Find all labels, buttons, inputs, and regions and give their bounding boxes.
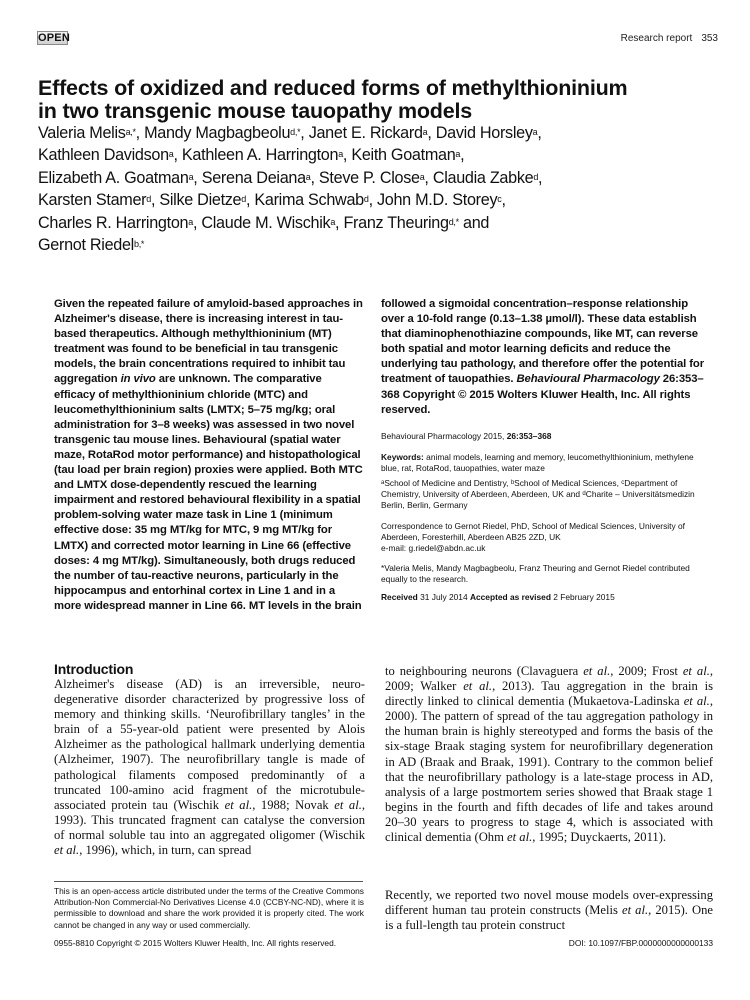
citation-etal: et al. <box>682 664 710 678</box>
body-text-run: , 2000). The pattern of spread of the tau aggregation pathology in the human brain is highly stereotyped and forms the basis of the six-stage Braak staging system for neurofibrillary degeneration in AD (Braak and Braak, 1991). Contrary to the common belief that the neurofibrillary pathology is a late-stage process in AD, analysis of a large postmortem series showed that Braak stage 1 begins in the fourth and fifth decades of life and takes around 20–30 years to progress to stage 4, which is associated with clinical dementia (Ohm <box>385 694 713 845</box>
body-text-run: Recently, we reported two novel mouse models over-expressing different human tau protein constructs (Melis <box>385 888 713 918</box>
author-name: Keith Goatman <box>351 146 456 165</box>
running-head <box>621 33 718 44</box>
received-label: Received <box>381 592 418 602</box>
introduction-left-column <box>54 677 365 858</box>
body-text-run: Alzheimer's disease (AD) is an irreversible, neuro-degenerative disorder characterized by progressive loss of memory and thinking skills. ‘Neurofibrillary tangles’ in the brain of a 55-year-old patient were presented by Alois Alzheimer as the pathological hallmark underlying dementia (Alzheimer, 1907). The neurofibrillary tangle is made of pathological filaments composed predominantly of a truncated 100-amino acid fragment of the microtubule-associated protein tau (Wischik <box>54 677 365 812</box>
open-access-badge: OPEN <box>38 32 70 44</box>
abstract-text: followed a sigmoidal concentration–response relationship over a 10-fold range (0.13–1.38 µmol/l). These data establish that diaminophenothiazine compounds, like MT, can reverse both spatial and motor learning deficits and reduce the underlying tau pathology, and therefore offer the potential for treatment of tauopathies. <box>381 298 704 386</box>
doi[interactable]: DOI: 10.1097/FBP.0000000000000133 <box>568 938 713 948</box>
abstract-text: Given the repeated failure of amyloid-based approaches in Alzheimer's disease, there is increasing interest in tau-based therapeutics. Although methylthioninium (MT) treatment was found to be beneficial in tau transgenic models, the brain concentrations required to inhibit tau aggregation <box>54 298 363 386</box>
correspondence <box>381 521 711 555</box>
author-name: Elizabeth A. Goatman <box>38 168 189 187</box>
abstract-italic: in vivo <box>120 373 156 386</box>
author-affiliation-marker: a <box>419 171 425 182</box>
body-text-run: , 2009; Frost <box>610 664 683 678</box>
author-affiliation-marker: d,* <box>448 216 459 227</box>
aff-marker-a: a <box>381 480 385 486</box>
footnote-divider <box>54 881 363 882</box>
citation-etal: et al. <box>683 694 710 709</box>
author-affiliation-marker: a <box>168 149 174 160</box>
author-name: David Horsley <box>435 124 533 142</box>
author-name: Kathleen Davidson <box>38 146 169 165</box>
citation-etal: et al. <box>54 843 80 858</box>
author-affiliation-marker: b,* <box>133 239 145 250</box>
author-affiliation-marker: a <box>532 127 538 137</box>
author-affiliation-marker: c <box>497 194 502 205</box>
author-name: Serena Deiana <box>201 168 306 187</box>
body-text-run: , 1996), which, in turn, can spread <box>79 843 252 858</box>
dates <box>381 592 615 603</box>
body-text-run: , 2015). One is a full-length tau protein construct <box>385 903 713 933</box>
body-text-run: , 1995; Duyckaerts, 2011). <box>532 830 667 845</box>
author-name: Janet E. Rickard <box>308 124 423 142</box>
keywords <box>381 452 711 474</box>
author-name: Mandy Magbagbeolu <box>144 124 291 142</box>
aff-marker-d: d <box>582 491 586 498</box>
citation-etal: et al. <box>463 679 493 694</box>
author-name: Claudia Zabke <box>432 168 534 187</box>
body-text-run: , 1993). This truncated fragment can catalyse the conversion of normal soluble tau into an aggregated oligomer (Wischik <box>54 797 365 842</box>
copyright-line: 0955-8810 Copyright © 2015 Wolters Kluwer Health, Inc. All rights reserved. <box>54 938 337 948</box>
author-name: John M.D. Storey <box>376 191 498 210</box>
affiliation-c: Department of Chemistry, University of Aberdeen, Aberdeen, UK and <box>381 478 678 500</box>
body-text-run: to neighbouring neurons (Clavaguera <box>385 664 584 678</box>
author-name: Karima Schwab <box>254 191 364 210</box>
keywords-text: animal models, learning and memory, leucomethylthioninium, methylene blue, rat, RotaRod, tauopathies, water maze <box>381 452 694 474</box>
author-name: Valeria Melis <box>38 124 126 142</box>
author-name: Claude M. Wischik <box>201 213 331 232</box>
author-affiliation-marker: a <box>330 216 336 227</box>
equal-contribution-note: *Valeria Melis, Mandy Magbagbeolu, Franz Theuring and Gernot Riedel contributed equally to the research. <box>381 563 690 585</box>
author-name: Gernot Riedel <box>38 236 134 255</box>
accepted-label: Accepted as revised <box>469 592 551 602</box>
license-note: This is an open-access article distributed under the terms of the Creative Commons Attribution-Non Commercial-No Derivatives License 4.0 (CCBY-NC-ND), where it is permissible to download and share the work provided it is properly cited. The work cannot be changed in any way or used commercially. <box>54 886 364 930</box>
keywords-label: Keywords: <box>381 452 424 462</box>
aff-marker-c: c <box>621 480 625 486</box>
abstract-left-column <box>54 297 364 614</box>
journal-year: 2015, <box>483 431 505 441</box>
author-affiliation-marker: a <box>188 216 193 227</box>
author-affiliation-marker: d <box>533 171 539 182</box>
correspondence-email[interactable]: e-mail: g.riedel@abdn.ac.uk <box>381 543 486 554</box>
author-affiliation-marker: a <box>305 171 311 182</box>
title-line-1: Effects of oxidized and reduced forms of methylthioninium <box>38 76 628 100</box>
author-affiliation-marker: d <box>241 194 246 205</box>
abstract-right-column <box>381 297 711 418</box>
body-text-run: , 2009; Walker <box>385 664 713 694</box>
abstract-text: are unknown. The comparative efficacy of methylthioninium chloride (MTC) and leucomethylthioninium salts (LMTX; 5–75 mg/kg; oral administration for 3–8 weeks) was assessed in two novel transgenic tau mouse lines. Behavioural (spatial water maze, RotaRod motor performance) and histopathological (tau load per brain region) proxies were applied. Both MTC and LMTX dose-dependently rescued the learning impairment and restored behavioural flexibility in a spatial problem-solving water maze task in Line 1 (minimum effective dose: 35 mg MT/kg for MTC, 9 mg MT/kg for LMTX) and corrected motor learning in Line 66 (effective doses: 4 mg MT/kg). Simultaneously, both drugs reduced the number of tau-reactive neurons, particularly in the hippocampus and entorhinal cortex in Line 1 and in a more widespread manner in Line 66. MT levels in the brain <box>54 373 363 612</box>
author-affiliation-marker: a <box>338 149 343 160</box>
introduction-right-paragraph-2 <box>385 888 713 933</box>
affiliations <box>381 478 711 512</box>
author-affiliation-marker: a,* <box>125 127 136 137</box>
author-name: Kathleen A. Harrington <box>181 146 339 165</box>
introduction-right-paragraph-1 <box>385 664 713 845</box>
aff-marker-b: b <box>510 480 515 486</box>
author-name: Franz Theuring <box>343 213 449 232</box>
author-affiliation-marker: a <box>422 127 428 137</box>
body-text-run: , 2013). Tau aggregation in the brain is directly linked to clinical dementia (Mukaetova-Ladinska <box>385 679 713 709</box>
section-label: Research report <box>620 33 693 44</box>
article-title <box>38 77 718 123</box>
page-number: 353 <box>701 33 718 44</box>
abstract-text: 26:353–368 Copyright © 2015 Wolters Kluwer Health, Inc. All rights reserved. <box>381 373 704 416</box>
journal-citation <box>381 431 551 442</box>
affiliation-d: Charite – Universitätsmedizin Berlin, Berlin, Germany <box>381 489 695 511</box>
journal-name: Behavioural Pharmacology <box>381 431 482 441</box>
author-affiliation-marker: a <box>188 171 194 182</box>
citation-etal: et al. <box>622 903 649 918</box>
author-affiliation-marker: d <box>363 194 369 205</box>
citation-etal: et al. <box>334 797 362 812</box>
author-affiliation-marker: d <box>146 194 151 205</box>
author-name: Silke Dietze <box>159 191 242 210</box>
affiliation-b: School of Medical Sciences, <box>514 478 622 488</box>
affiliation-a: School of Medicine and Dentistry, <box>384 478 511 488</box>
author-name: Charles R. Harrington <box>38 213 189 232</box>
author-name: Steve P. Close <box>318 168 420 187</box>
correspondence-text: Correspondence to Gernot Riedel, PhD, School of Medical Sciences, University of Aberdeen, Foresterhill, Aberdeen AB25 2ZD, UK <box>381 521 685 543</box>
author-affiliation-marker: d,* <box>290 127 301 137</box>
abstract-journal-italic: Behavioural Pharmacology <box>516 373 660 386</box>
journal-volume-pages: 26:353–368 <box>506 431 552 441</box>
author-affiliation-marker: a <box>455 149 461 160</box>
citation-etal: et al. <box>224 797 253 812</box>
author-name: Karsten Stamer <box>38 191 147 210</box>
body-text-run: , 1988; Novak <box>252 797 335 812</box>
citation-etal: et al. <box>507 830 533 845</box>
introduction-heading: Introduction <box>54 661 134 677</box>
title-line-2: in two transgenic mouse tauopathy models <box>38 99 473 123</box>
accepted-date: 2 February 2015 <box>553 592 615 602</box>
citation-etal: et al. <box>583 664 611 678</box>
author-list: Valeria Melis$^{a,*}$, Mandy Magbagbeolu$^{d,*}$, Janet E. Rickard$^a$, David Horsley$^a$, Kathleen Davidson$^a$, Kathleen A. Harrington$^a$, Keith Goatman$^a$, Elizabeth A. Goatman$^a$, Serena Deiana$^a$, Steve P. Close$^a$, Claudia Zabke$^d$, Karsten Stamer$^d$, Silke Dietze$^d$, Karima Schwab$^d$, John M.D. Storey$^c$, Charles R. Harrington$^a$, Claude M. Wischik$^a$, Franz Theuring$^{d,*}$ and Gernot Riedel$^{b,*}$ <box>38 124 543 255</box>
received-date: 31 July 2014 <box>420 592 468 602</box>
